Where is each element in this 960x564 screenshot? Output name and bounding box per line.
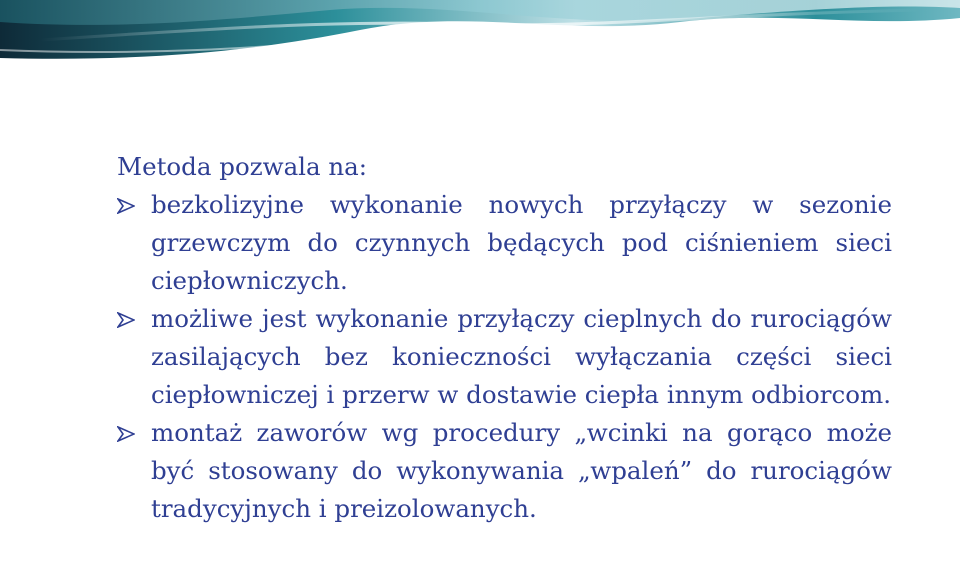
bullet-item [117,300,892,414]
arrowhead-bullet-icon [117,198,135,214]
slide-content [117,148,892,528]
bullet-item [117,414,892,528]
bullet-text: możliwe jest wykonanie przyłączy cieplnych do rurociągów zasilających bez konieczności wyłączania części sieci ciepłowniczej i przerw w dostawie ciepła innym odbiorcom. [151,304,892,409]
bullet-list [117,186,892,528]
header-wave-decoration [0,0,960,80]
bullet-text: montaż zaworów wg procedury „wcinki na gorąco może być stosowany do wykonywania „wpaleń” do rurociągów tradycyjnych i preizolowanych. [151,418,892,523]
bullet-item [117,186,892,300]
intro-text: Metoda pozwala na: [117,152,368,181]
bullet-text: bezkolizyjne wykonanie nowych przyłączy w sezonie grzewczym do czynnych będących pod ciśnieniem sieci ciepłowniczych. [151,190,892,295]
arrowhead-bullet-icon [117,312,135,328]
arrowhead-bullet-icon [117,426,135,442]
